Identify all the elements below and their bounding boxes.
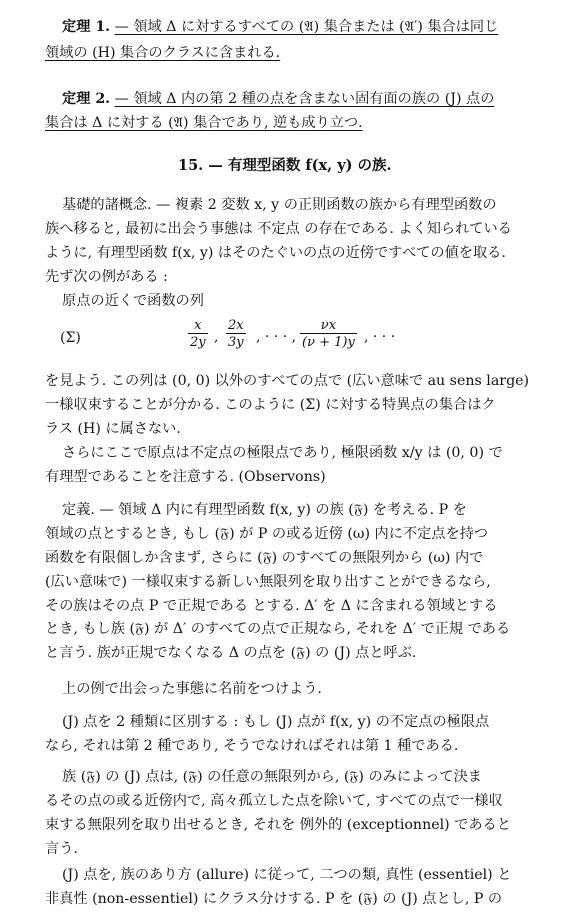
formula-term-2: $\frac{2x}{3y}$ (228, 318, 244, 350)
exceptional-line-2: るその点の或る近傍内で, 高々孤立した点を除いて, すべての点で一様収 (45, 793, 503, 809)
example-line-3: ラス (H) に属さない. (45, 421, 181, 437)
example-line-4: さらにここで原点は不定点の極限点であり, 極限函数 x/y は (0, 0) で (62, 445, 503, 461)
basic-line-2: 族へ移ると, 最初に出会う事態は 不定点 の存在である. よく知られている (45, 221, 512, 237)
exceptional-line-1: 族 (𝔉) の (J) 点は, (𝔉) の任意の無限列から, (𝔉) のみによって決ま (62, 769, 482, 785)
definition-line-7: と言う. 族が正規でなくなる Δ の点を (𝔉) の (J) 点と呼ぶ. (45, 645, 417, 661)
example-line-2: 一様収束することが分かる. このように (Σ) に対する特異点の集合はク (45, 397, 496, 413)
kinds-line-2: なら, それは第 2 種であり, そうでなければそれは第 1 種である. (45, 738, 459, 754)
formula-separator-3: , · · · (364, 329, 396, 345)
definition-line-1: 定義. — 領域 Δ 内に有理型函数 f(x, y) の族 (𝔉) を考える. P を (62, 502, 467, 518)
basic-line-3: ように, 有理型函数 f(x, y) はそのたぐいの点の近傍ですべての値を取る. (45, 245, 506, 261)
exceptional-line-4: 言う. (45, 841, 78, 857)
definition-line-6: とき, もし族 (𝔉) が Δ′ のすべての点で正規なら, それを Δ′ で正規 である (45, 621, 511, 637)
essential-line-1: (J) 点を, 族のあり方 (allure) に従って, 二つの類, 真性 (essentiel) と (62, 867, 512, 883)
basic-line-4: 先ず次の例がある : (45, 269, 168, 285)
exceptional-line-3: 束する無限列を取り出せるとき, それを 例外的 (exceptionnel) であると (45, 817, 511, 833)
example-line-5: 有理型であることを注意する. (Observons) (45, 469, 326, 485)
formula-term-1: $\frac{x}{2y}$ (190, 318, 206, 350)
formula-separator-2: , · · · , (256, 329, 297, 345)
kinds-line-1: (J) 点を 2 種類に区別する : もし (J) 点が f(x, y) の不定点の極限点 (62, 714, 490, 730)
theorem-1-line-1: 定理 1. — 領域 Δ に対するすべての (𝔄) 集合または (𝔄′) 集合は同じ (62, 19, 499, 35)
formula-term-3: $\frac{\nu x}{(\nu + 1)y}$ (302, 318, 355, 350)
naming-line: 上の例で出会った事態に名前をつけよう. (62, 681, 322, 697)
section-heading: 15. — 有理型函数 f(x, y) の族. (178, 157, 392, 174)
basic-line-1: 基礎的諸概念. — 複素 2 変数 x, y の正則函数の族から有理型函数の (62, 197, 497, 213)
definition-line-4: (広い意味で) 一様収束する新しい無限列を取り出すことができるなら, (45, 574, 491, 590)
basic-line-5: 原点の近くで函数の列 (62, 293, 204, 309)
formula-label: (Σ) (60, 330, 81, 346)
theorem-2-line-2: 集合は Δ に対する (𝔄) 集合であり, 逆も成り立つ. (45, 115, 363, 131)
definition-line-3: 函数を有限個しか含まず, さらに (𝔉) のすべての無限列から (ω) 内で (45, 550, 484, 566)
example-line-1: を見よう. この列は (0, 0) 以外のすべての点で (広い意味で au sens large) (45, 373, 530, 389)
theorem-1-line-2: 領域の (H) 集合のクラスに含まれる. (45, 45, 281, 61)
essential-line-2: 非真性 (non-essentiel) にクラス分けする. P を (𝔉) の (J) 点とし, P の (45, 891, 503, 907)
definition-line-5: その族はその点 P で正規である とする. Δ′ を Δ に含まれる領域とする (45, 598, 498, 614)
theorem-2-line-1: 定理 2. — 領域 Δ 内の第 2 種の点を含まない固有面の族の (J) 点の (62, 91, 495, 107)
formula-separator-1: , (214, 329, 219, 345)
definition-line-2: 領域の点とするとき, もし (𝔉) が P の或る近傍 (ω) 内に不定点を持つ (45, 526, 489, 542)
